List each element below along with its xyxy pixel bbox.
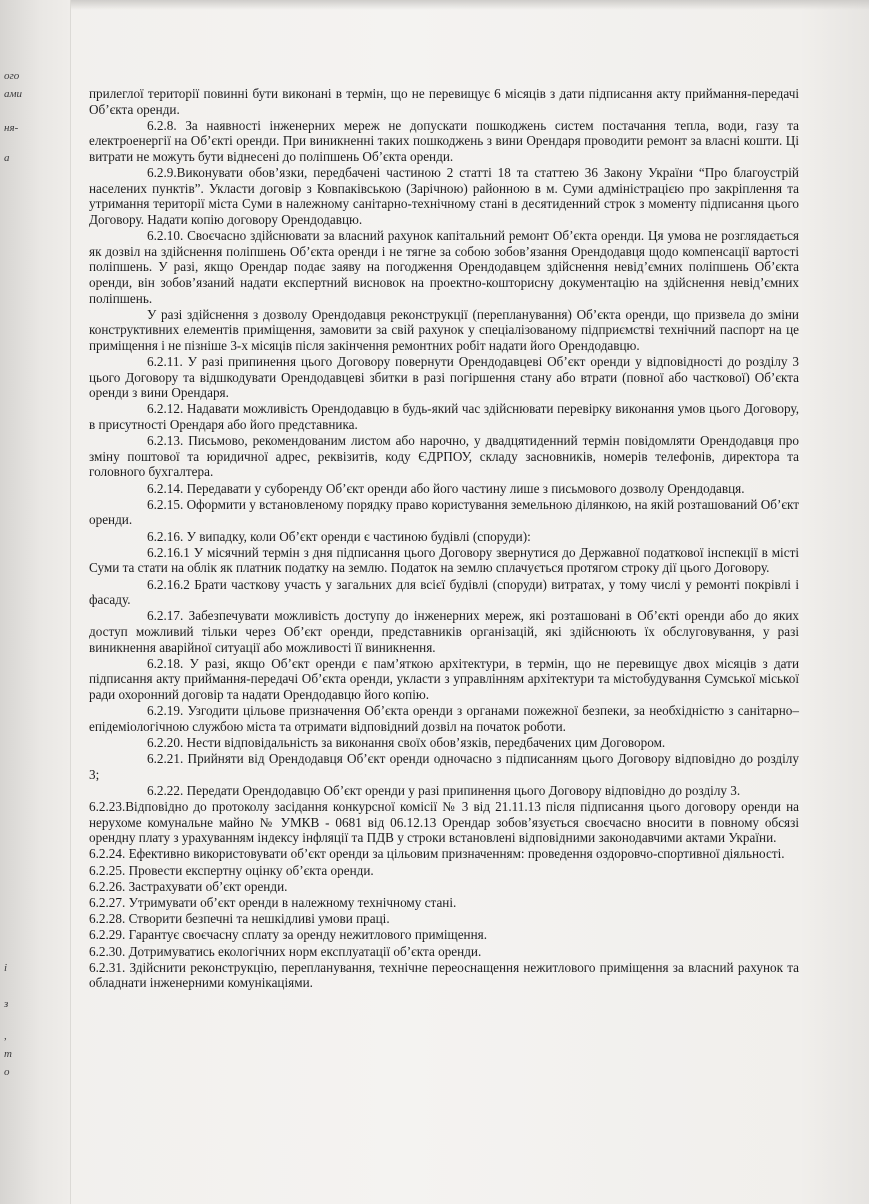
clause-6-2-8: 6.2.8. За наявності інженерних мереж не допускати пошкоджень систем постачання тепла, води, газу та електроенергії на Об’єкті оренди. При виникненні таких пошкоджень з вини Орендаря проводити ремонт за власні кошти. Ці витрати не можуть бути віднесені до поліпшень Об’єкта оренди. — [89, 117, 799, 164]
clause-6-2-16-2: 6.2.16.2 Брати часткову участь у загальних для всієї будівлі (споруди) витратах, у тому числі у ремонті покрівлі і фасаду. — [89, 576, 799, 608]
clause-6-2-28: 6.2.28. Створити безпечні та нешкідливі умови праці. — [89, 911, 390, 927]
clause-6-2-27: 6.2.27. Утримувати об’єкт оренди в належному технічному стані. — [89, 894, 457, 910]
margin-fragment: ами — [4, 88, 23, 100]
clause-6-2-10-reconstruction: У разі здійснення з дозволу Орендодавця реконструкції (перепланування) Об’єкта оренди, що призвела до зміни конструктивних елементів приміщення, замовити за свій рахунок у спеціалізованому підприємстві технічний паспорт на це приміщення і не пізніше 3-х місяців після закінчення ремонтних робіт надати його Орендодавцю. — [89, 306, 799, 353]
clause-6-2-16: 6.2.16. У випадку, коли Об’єкт оренди є частиною будівлі (споруди): — [147, 528, 531, 544]
clause-6-2-13: 6.2.13. Письмово, рекомендованим листом або нарочно, у двадцятиденний термін повідомляти Орендодавця про зміну поштової та юридичної адрес, реквізитів, коду ЄДРПОУ, складу засновників, номерів телефонів, директора та головного бухгалтера. — [89, 433, 799, 480]
clause-6-2-17: 6.2.17. Забезпечувати можливість доступу до інженерних мереж, які розташовані в Об’єкті оренди або до яких доступ можливий тільки через Об’єкт оренди, представників організацій, які здійснюють їх обслуговування, у разі виникнення аварійної ситуації або можливості її виникнення. — [89, 608, 799, 655]
clause-6-2-19: 6.2.19. Узгодити цільове призначення Об’єкта оренди з органами пожежної безпеки, за необхідністю з санітарно–епідеміологічною службою міста та отримати відповідний дозвіл на початок роботи. — [89, 703, 799, 734]
previous-page-strip — [0, 0, 71, 1204]
contract-text — [89, 86, 799, 991]
margin-fragment: , — [4, 1030, 7, 1042]
scan-top-shadow — [0, 0, 869, 10]
clause-6-2-21: 6.2.21. Прийняти від Орендодавця Об’єкт оренди одночасно з підписанням цього Договору відповідно до розділу 3; — [89, 751, 799, 782]
clause-6-2-22: 6.2.22. Передати Орендодавцю Об’єкт оренди у разі припинення цього Договору відповідно до розділу 3. — [147, 782, 741, 798]
margin-fragment: о — [4, 1066, 10, 1078]
clause-6-2-18: 6.2.18. У разі, якщо Об’єкт оренди є пам’яткою архітектури, в термін, що не перевищує двох місяців з дати підписання акту приймання-передачі Об’єкта оренди, укласти з управлінням архітектури та містобудування Сумської міської ради охоронний договір та надати Орендодавцю його копію. — [89, 655, 799, 702]
clause-6-2-11: 6.2.11. У разі припинення цього Договору повернути Орендодавцеві Об’єкт оренди у відповідності до розділу 3 цього Договору та відшкодувати Орендодавцеві збитки в разі погіршення стану або втрати (повної або часткової) Об’єкта оренди з вини Орендаря. — [89, 354, 799, 401]
clause-6-2-15: 6.2.15. Оформити у встановленому порядку право користування земельною ділянкою, на якій розташований Об’єкт оренди. — [89, 496, 799, 528]
margin-fragment: ого — [4, 70, 20, 82]
clause-6-2-14: 6.2.14. Передавати у суборенду Об’єкт оренди або його частину лише з письмового дозволу Орендодавця. — [147, 480, 745, 496]
clause-6-2-12: 6.2.12. Надавати можливість Орендодавцю в будь-який час здійснювати перевірку виконання умов цього Договору, в присутності Орендаря або його представника. — [89, 401, 799, 433]
clause-6-2-31: 6.2.31. Здійснити реконструкцію, перепланування, технічне переоснащення нежитлового приміщення за власний рахунок та обладнати інженерними комунікаціями. — [89, 959, 799, 991]
margin-fragment: і — [4, 962, 8, 974]
clause-6-2-25: 6.2.25. Провести експертну оцінку об’єкта оренди. — [89, 862, 374, 878]
margin-fragment: а — [4, 152, 10, 164]
clause-6-2-20: 6.2.20. Нести відповідальність за виконання своїх обов’язків, передбачених цим Договором. — [147, 734, 666, 750]
clause-6-2-26: 6.2.26. Застрахувати об’єкт оренди. — [89, 878, 288, 894]
clause-6-2-23: 6.2.23.Відповідно до протоколу засідання конкурсної комісії № 3 від 21.11.13 після підписання цього договору оренди на нерухоме комунальне майно № УМКВ - 0681 від 06.12.13 Орендар зобов’язується своєчасно вносити в повному обсязі орендну плату з урахуванням індексу інфляції та ПДВ у строки встановлені відповідними законодавчими актами України. — [89, 799, 799, 846]
clause-6-2-9: 6.2.9.Виконувати обов’язки, передбачені частиною 2 статті 18 та статтею 36 Закону України “Про благоустрій населених пунктів”. Укласти договір з Ковпаківською (Зарічною) районною в м. Суми адміністрацією про закріплення та утримання території міста Суми в належному санітарно-технічному стані в десятиденний строк з моменту підписання цього Договору. Надати копію договору Орендодавцю. — [89, 165, 799, 227]
margin-fragment: з — [4, 998, 9, 1010]
margin-fragment: ня- — [4, 122, 19, 134]
clause-6-2-24: 6.2.24. Ефективно використовувати об’єкт оренди за цільовим призначенням: проведення оздоровчо-спортивної діяльності. — [89, 846, 785, 862]
clause-6-2-10: 6.2.10. Своєчасно здійснювати за власний рахунок капітальний ремонт Об’єкта оренди. Ця умова не розглядається як дозвіл на здійснення поліпшень Об’єкта оренди і не тягне за собою зобов’язання Орендодавця щодо компенсації вартості поліпшень. У разі, якщо Орендар подає заяву на погодження Орендодавцем здійснення невід’ємних поліпшень Об’єкта оренди, він зобов’язаний надати експертний висновок на проектно-кошторисну документацію на здійснення невід’ємних поліпшень. — [89, 228, 799, 306]
clause-6-2-29: 6.2.29. Гарантує своєчасну сплату за оренду нежитлового приміщення. — [89, 927, 488, 943]
clause-6-2-30: 6.2.30. Дотримуватись екологічних норм експлуатації об’єкта оренди. — [89, 943, 482, 959]
margin-fragment: т — [4, 1048, 12, 1060]
clause-6-2-16-1: 6.2.16.1 У місячний термін з дня підписання цього Договору звернутися до Державної податкової інспекції в місті Суми та стати на облік як платник податку на землю. Податок на землю сплачується протягом строку дії цього Договору. — [89, 544, 799, 576]
paragraph-continuation: прилеглої території повинні бути виконані в термін, що не перевищує 6 місяців з дати підписання акту приймання-передачі Об’єкта оренди. — [89, 86, 799, 117]
